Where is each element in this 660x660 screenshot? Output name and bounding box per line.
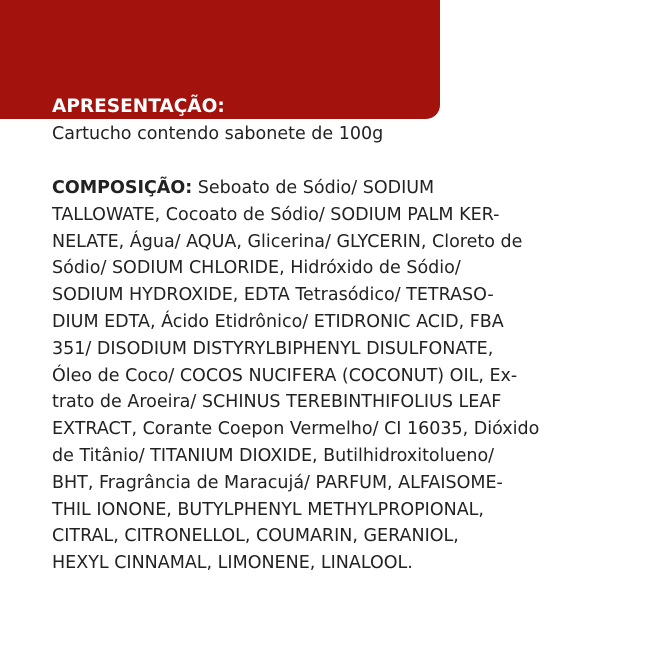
composicao-line-text: Seboato de Sódio/ SODIUM	[192, 178, 435, 198]
apresentacao-text: Cartucho contendo sabonete de 100g	[52, 124, 384, 144]
composicao-line: THIL IONONE, BUTYLPHENYL METHYLPROPIONAL,	[52, 499, 484, 520]
composicao-line: TALLOWATE, Cocoato de Sódio/ SODIUM PALM KER-	[52, 204, 500, 225]
composicao-line: SODIUM HYDROXIDE, EDTA Tetrasódico/ TETRASO-	[52, 285, 494, 306]
composicao-line: de Titânio/ TITANIUM DIOXIDE, Butilhidroxitolueno/	[52, 445, 495, 466]
composicao-line: BHT, Fragrância de Maracujá/ PARFUM, ALFAISOME-	[52, 472, 503, 493]
composicao-line: trato de Aroeira/ SCHINUS TEREBINTHIFOLIUS LEAF	[52, 392, 502, 413]
composicao-line: HEXYL CINNAMAL, LIMONENE, LINALOOL.	[52, 553, 413, 574]
composicao-line: 351/ DISODIUM DISTYRYLBIPHENYL DISULFONATE,	[52, 338, 494, 359]
composicao-line: EXTRACT, Corante Coepon Vermelho/ CI 16035, Dióxido	[52, 419, 540, 440]
composicao-line: NELATE, Água/ AQUA, Glicerina/ GLYCERIN, Cloreto de	[52, 231, 523, 252]
composicao-line: DIUM EDTA, Ácido Etidrônico/ ETIDRONIC ACID, FBA	[52, 311, 504, 332]
composicao-label: COMPOSIÇÃO:	[52, 178, 193, 198]
composicao-block	[52, 175, 622, 577]
composicao-line: CITRAL, CITRONELLOL, COUMARIN, GERANIOL,	[52, 526, 459, 547]
composicao-line: Óleo de Coco/ COCOS NUCIFERA (COCONUT) OIL, Ex-	[52, 365, 518, 386]
composicao-line	[52, 175, 622, 202]
apresentacao-heading: APRESENTAÇÃO:	[52, 96, 225, 117]
composicao-line: Sódio/ SODIUM CHLORIDE, Hidróxido de Sódio/	[52, 258, 461, 279]
